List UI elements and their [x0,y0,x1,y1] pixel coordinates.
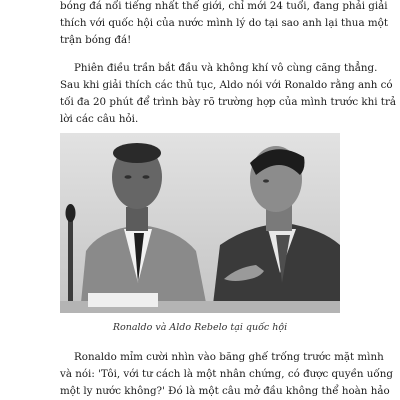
paragraph-line: lời các câu hỏi. [60,113,139,125]
paragraph-line: Phiên điều trần bắt đầu và không khí vô cùng căng thẳng. [74,62,378,74]
photo-ronaldo-aldo-rebelo [60,133,340,313]
paragraph-middle [60,60,397,128]
paragraph-line: và nói: 'Tôi, với tư cách là một nhân chứng, có được quyền uống [60,368,393,380]
paragraph-line: trận bóng đá! [60,34,132,46]
paragraph-line: thích với quốc hội của nước mình lý do tại sao anh lại thua một [60,17,388,29]
photo-caption: Ronaldo và Aldo Rebelo tại quốc hội [112,322,288,333]
paragraph-top [60,0,388,49]
paragraph-line: Sau khi giải thích các thủ tục, Aldo nói với Ronaldo rằng anh có [60,79,393,91]
paragraph-line: Ronaldo mỉm cười nhìn vào băng ghế trống trước mặt mình [74,351,384,363]
paragraph-bottom [60,349,393,400]
paragraph-line: tối đa 20 phút để trình bày rõ trường hợp của mình trước khi trả [60,96,397,108]
paragraph-line: bóng đá nổi tiếng nhất thế giới, chỉ mới 24 tuổi, đang phải giải [60,0,388,12]
paragraph-line: một ly nước không?' Đó là một câu mở đầu không thể hoàn hảo [60,385,390,397]
photo-illustration [60,133,340,313]
